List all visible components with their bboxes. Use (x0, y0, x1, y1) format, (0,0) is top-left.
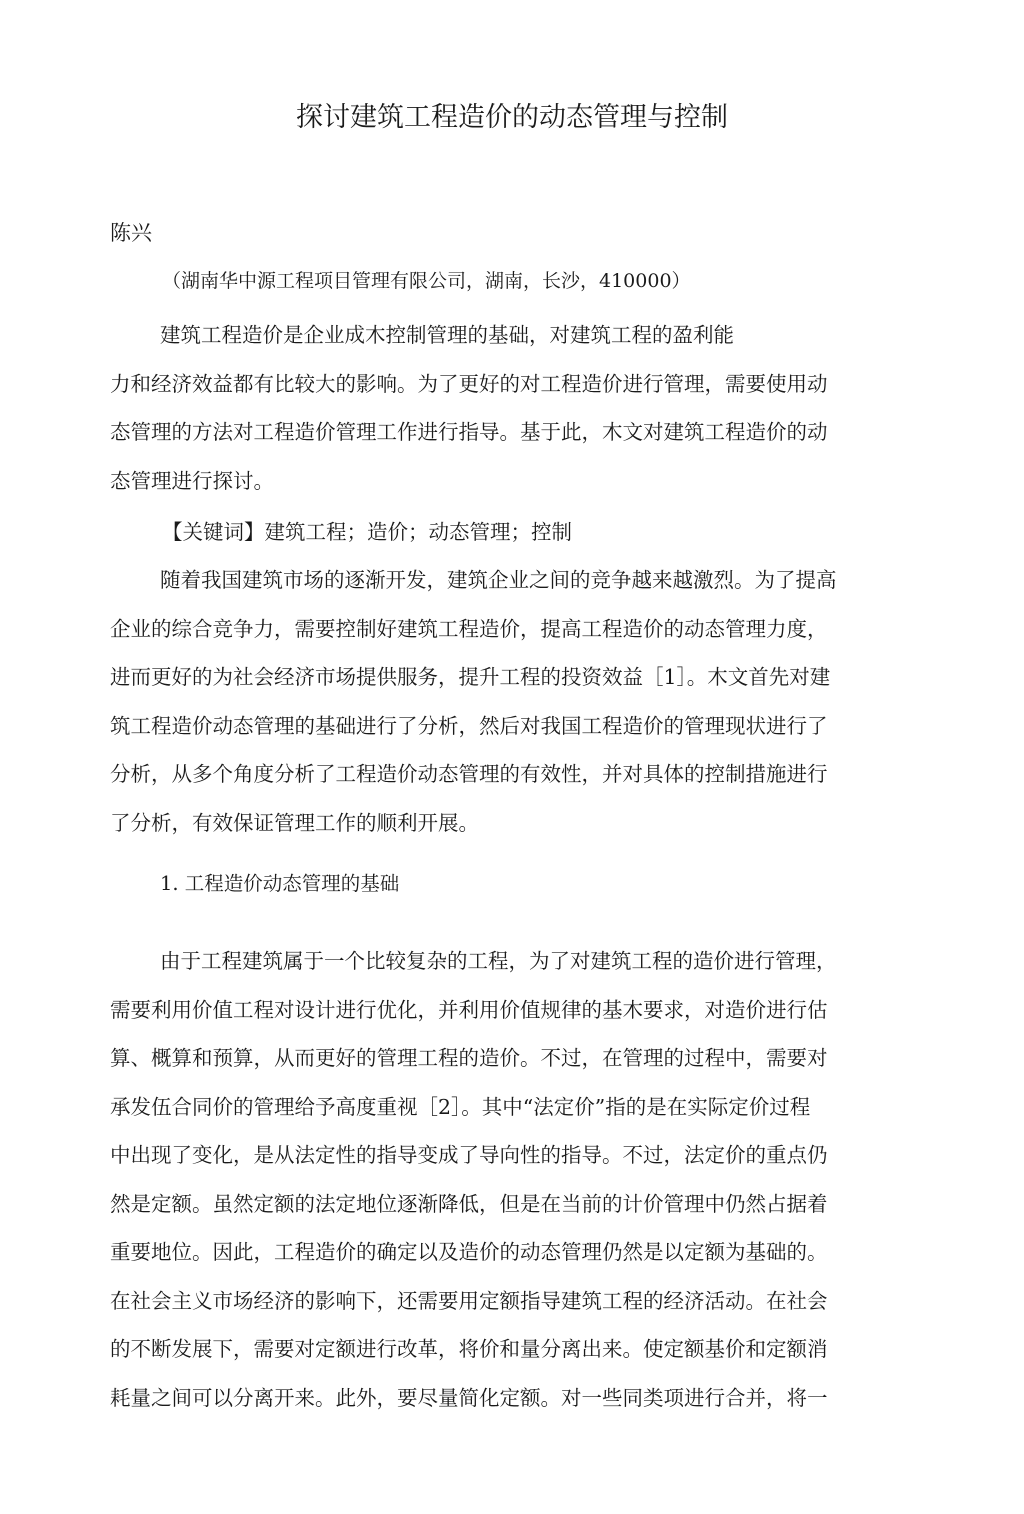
section-line: 承发伍合同价的管理给予高度重视［2］。其中“法定价”指的是在实际定价过程 (110, 1094, 811, 1119)
introduction (110, 556, 896, 847)
section-line: 算、概算和预算，从而更好的管理工程的造价。不过，在管理的过程中，需要对 (110, 1046, 828, 1070)
abstract-line: 态管理的方法对工程造价管理工作进行指导。基于此，木文对建筑工程造价的动 (110, 420, 828, 444)
abstract-line: 态管理进行探讨。 (110, 468, 274, 493)
author-name: 陈兴 (110, 221, 152, 245)
document-title: 探讨建筑工程造价的动态管理与控制 (296, 102, 728, 133)
abstract (110, 311, 896, 505)
section-line: 耗量之间可以分离开来。此外，要尽量简化定额。对一些同类项进行合并，将一 (110, 1385, 828, 1410)
section-line: 中出现了变化，是从法定性的指导变成了导向性的指导。不过，法定价的重点仍 (110, 1143, 828, 1167)
keywords: 【关键词】建筑工程；造价；动态管理；控制 (162, 520, 572, 544)
intro-line: 了分析，有效保证管理工作的顺利开展。 (110, 810, 479, 835)
section-heading: 1. 工程造价动态管理的基础 (160, 872, 400, 895)
intro-line: 企业的综合竞争力，需要控制好建筑工程造价，提高工程造价的动态管理力度， (110, 616, 828, 641)
section-line: 重要地位。因此，工程造价的确定以及造价的动态管理仍然是以定额为基础的。 (110, 1240, 828, 1264)
section-line: 的不断发展下，需要对定额进行改革，将价和量分离出来。使定额基价和定额消 (110, 1337, 828, 1361)
section-line: 需要利用价值工程对设计进行优化，并利用价值规律的基木要求，对造价进行估 (110, 997, 828, 1022)
abstract-line: 建筑工程造价是企业成木控制管理的基础，对建筑工程的盈利能 (160, 323, 734, 347)
section-line: 在社会主义市场经济的影响下，还需要用定额指导建筑工程的经济活动。在社会 (110, 1288, 828, 1313)
section-line: 由于工程建筑属于一个比较复杂的工程，为了对建筑工程的造价进行管理， (160, 949, 837, 973)
intro-line: 随着我国建筑市场的逐渐开发，建筑企业之间的竞争越来越激烈。为了提高 (160, 568, 837, 592)
intro-line: 筑工程造价动态管理的基础进行了分析，然后对我国工程造价的管理现状进行了 (110, 713, 828, 738)
section-1-body (110, 937, 896, 1422)
intro-line: 分析，从多个角度分析了工程造价动态管理的有效性，并对具体的控制措施进行 (110, 762, 828, 786)
author-affiliation: （湖南华中源工程项目管理有限公司，湖南，长沙，410000） (162, 270, 691, 292)
intro-line: 进而更好的为社会经济市场提供服务，提升工程的投资效益［1］。木文首先对建 (110, 665, 831, 689)
abstract-line: 力和经济效益都有比较大的影响。为了更好的对工程造价进行管理，需要使用动 (110, 371, 828, 396)
section-line: 然是定额。虽然定额的法定地位逐渐降低，但是在当前的计价管理中仍然占据着 (110, 1191, 828, 1216)
